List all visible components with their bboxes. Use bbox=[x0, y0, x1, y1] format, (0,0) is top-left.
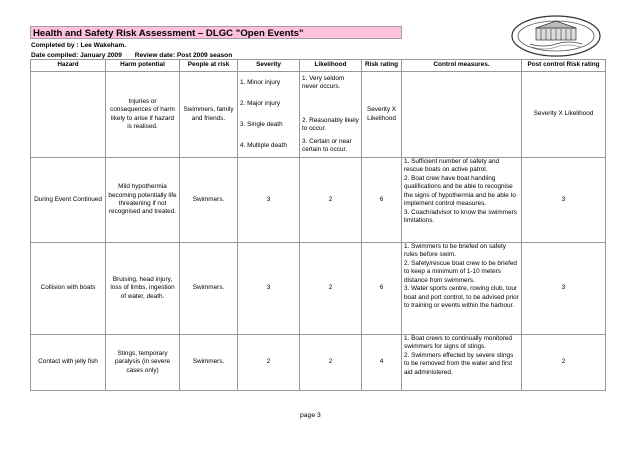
control-item: 1. Boat crews to continually monitored swimmers for signs of stings. bbox=[404, 335, 512, 351]
row-people: Swimmers. bbox=[180, 243, 238, 335]
key-row bbox=[31, 72, 606, 158]
control-item: 1. Sufficient number of safety and rescue boats on active patrol. bbox=[404, 158, 500, 174]
col-hazard: Hazard bbox=[31, 60, 106, 72]
review-date: Review date: Post 2009 season bbox=[134, 52, 233, 59]
row-harm: Bruising, head injury, loss of limbs, ingestion of water, death. bbox=[106, 243, 180, 335]
col-control-measures: Control measures. bbox=[402, 60, 522, 72]
club-crest-logo bbox=[510, 14, 602, 58]
row-people: Swimmers. bbox=[180, 335, 238, 391]
dates-line bbox=[31, 52, 232, 59]
key-control-measures bbox=[402, 72, 522, 158]
likelihood-option: 3. Certain or near certain to occur. bbox=[302, 137, 352, 153]
control-item: 2. Safety/rescue boat crew to be briefed to keep a minimum of 1-10 meters distance from swimmers. bbox=[404, 259, 517, 284]
row-post: 3 bbox=[522, 243, 606, 335]
row-post: 2 bbox=[522, 335, 606, 391]
severity-option: 2. Major injury bbox=[240, 99, 281, 107]
likelihood-option: 1. Very seldom never occurs. bbox=[302, 74, 345, 90]
control-item: 3. Coach/advisor to know the swimmers limitations. bbox=[404, 208, 517, 225]
severity-option: 3. Single death bbox=[240, 120, 283, 128]
page-number: page 3 bbox=[300, 412, 321, 419]
row-hazard: Contact with jelly fish bbox=[31, 335, 106, 391]
row-harm: Stings, temporary paralysis (in severe cases only) bbox=[106, 335, 180, 391]
row-controls bbox=[402, 158, 522, 243]
row-controls bbox=[402, 243, 522, 335]
row-controls bbox=[402, 335, 522, 391]
col-severity: Severity bbox=[238, 60, 300, 72]
table-row bbox=[31, 243, 606, 335]
row-people: Swimmers. bbox=[180, 158, 238, 243]
key-harm-potential: Injuries or consequences of harm likely to arise if hazard is realised. bbox=[106, 72, 180, 158]
row-post: 3 bbox=[522, 158, 606, 243]
col-risk-rating: Risk rating bbox=[362, 60, 402, 72]
row-risk: 4 bbox=[362, 335, 402, 391]
row-harm: Mild hypothermia becoming potentially life threatening if not recognised and treated. bbox=[106, 158, 180, 243]
key-hazard bbox=[31, 72, 106, 158]
risk-assessment-table bbox=[30, 59, 606, 391]
table-row bbox=[31, 335, 606, 391]
key-severity bbox=[238, 72, 300, 158]
row-likelihood: 2 bbox=[300, 243, 362, 335]
col-post-control: Post control Risk rating bbox=[522, 60, 606, 72]
date-compiled: Date compiled: January 2009 bbox=[31, 52, 122, 59]
row-risk: 6 bbox=[362, 158, 402, 243]
control-item: 2. Boat crew have boat handling qualifications and be able to recognise the signs of hypothermia and be able to implement control measures. bbox=[404, 174, 516, 208]
row-severity: 3 bbox=[238, 243, 300, 335]
row-hazard: Collision with boats bbox=[31, 243, 106, 335]
key-people-at-risk: Swimmers, family and friends. bbox=[180, 72, 238, 158]
row-likelihood: 2 bbox=[300, 158, 362, 243]
severity-option: 1. Minor injury bbox=[240, 78, 281, 86]
row-hazard: During Event Continued bbox=[31, 158, 106, 243]
key-risk-rating: Severity X Likelihood bbox=[362, 72, 402, 158]
control-item: 2. Swimmers effected by severe stings to be removed from the water and first aid administered. bbox=[404, 351, 514, 376]
table-row bbox=[31, 158, 606, 243]
row-risk: 6 bbox=[362, 243, 402, 335]
control-item: 1. Swimmers to be briefed on safety rules before swim. bbox=[404, 243, 506, 259]
document-title: Health and Safety Risk Assessment – DLGC "Open Events" bbox=[30, 26, 402, 39]
severity-option: 4. Multiple death bbox=[240, 141, 287, 149]
row-severity: 3 bbox=[238, 158, 300, 243]
col-people-at-risk: People at risk bbox=[180, 60, 238, 72]
likelihood-option bbox=[302, 96, 359, 117]
control-item: 3. Water sports centre, rowing club, tour boat and port control, to be advised prior to training or events within the harbour. bbox=[404, 285, 519, 310]
completed-by: Completed by : Lee Wakeham. bbox=[31, 42, 127, 49]
row-likelihood: 2 bbox=[300, 335, 362, 391]
row-severity: 2 bbox=[238, 335, 300, 391]
col-harm-potential: Harm potential bbox=[106, 60, 180, 72]
col-likelihood: Likelihood bbox=[300, 60, 362, 72]
likelihood-option: 2. Reasonably likely to occur. bbox=[302, 116, 359, 132]
key-post-control: Severity X Likelihood bbox=[522, 72, 606, 158]
header-row bbox=[31, 60, 606, 72]
key-likelihood bbox=[300, 72, 362, 158]
